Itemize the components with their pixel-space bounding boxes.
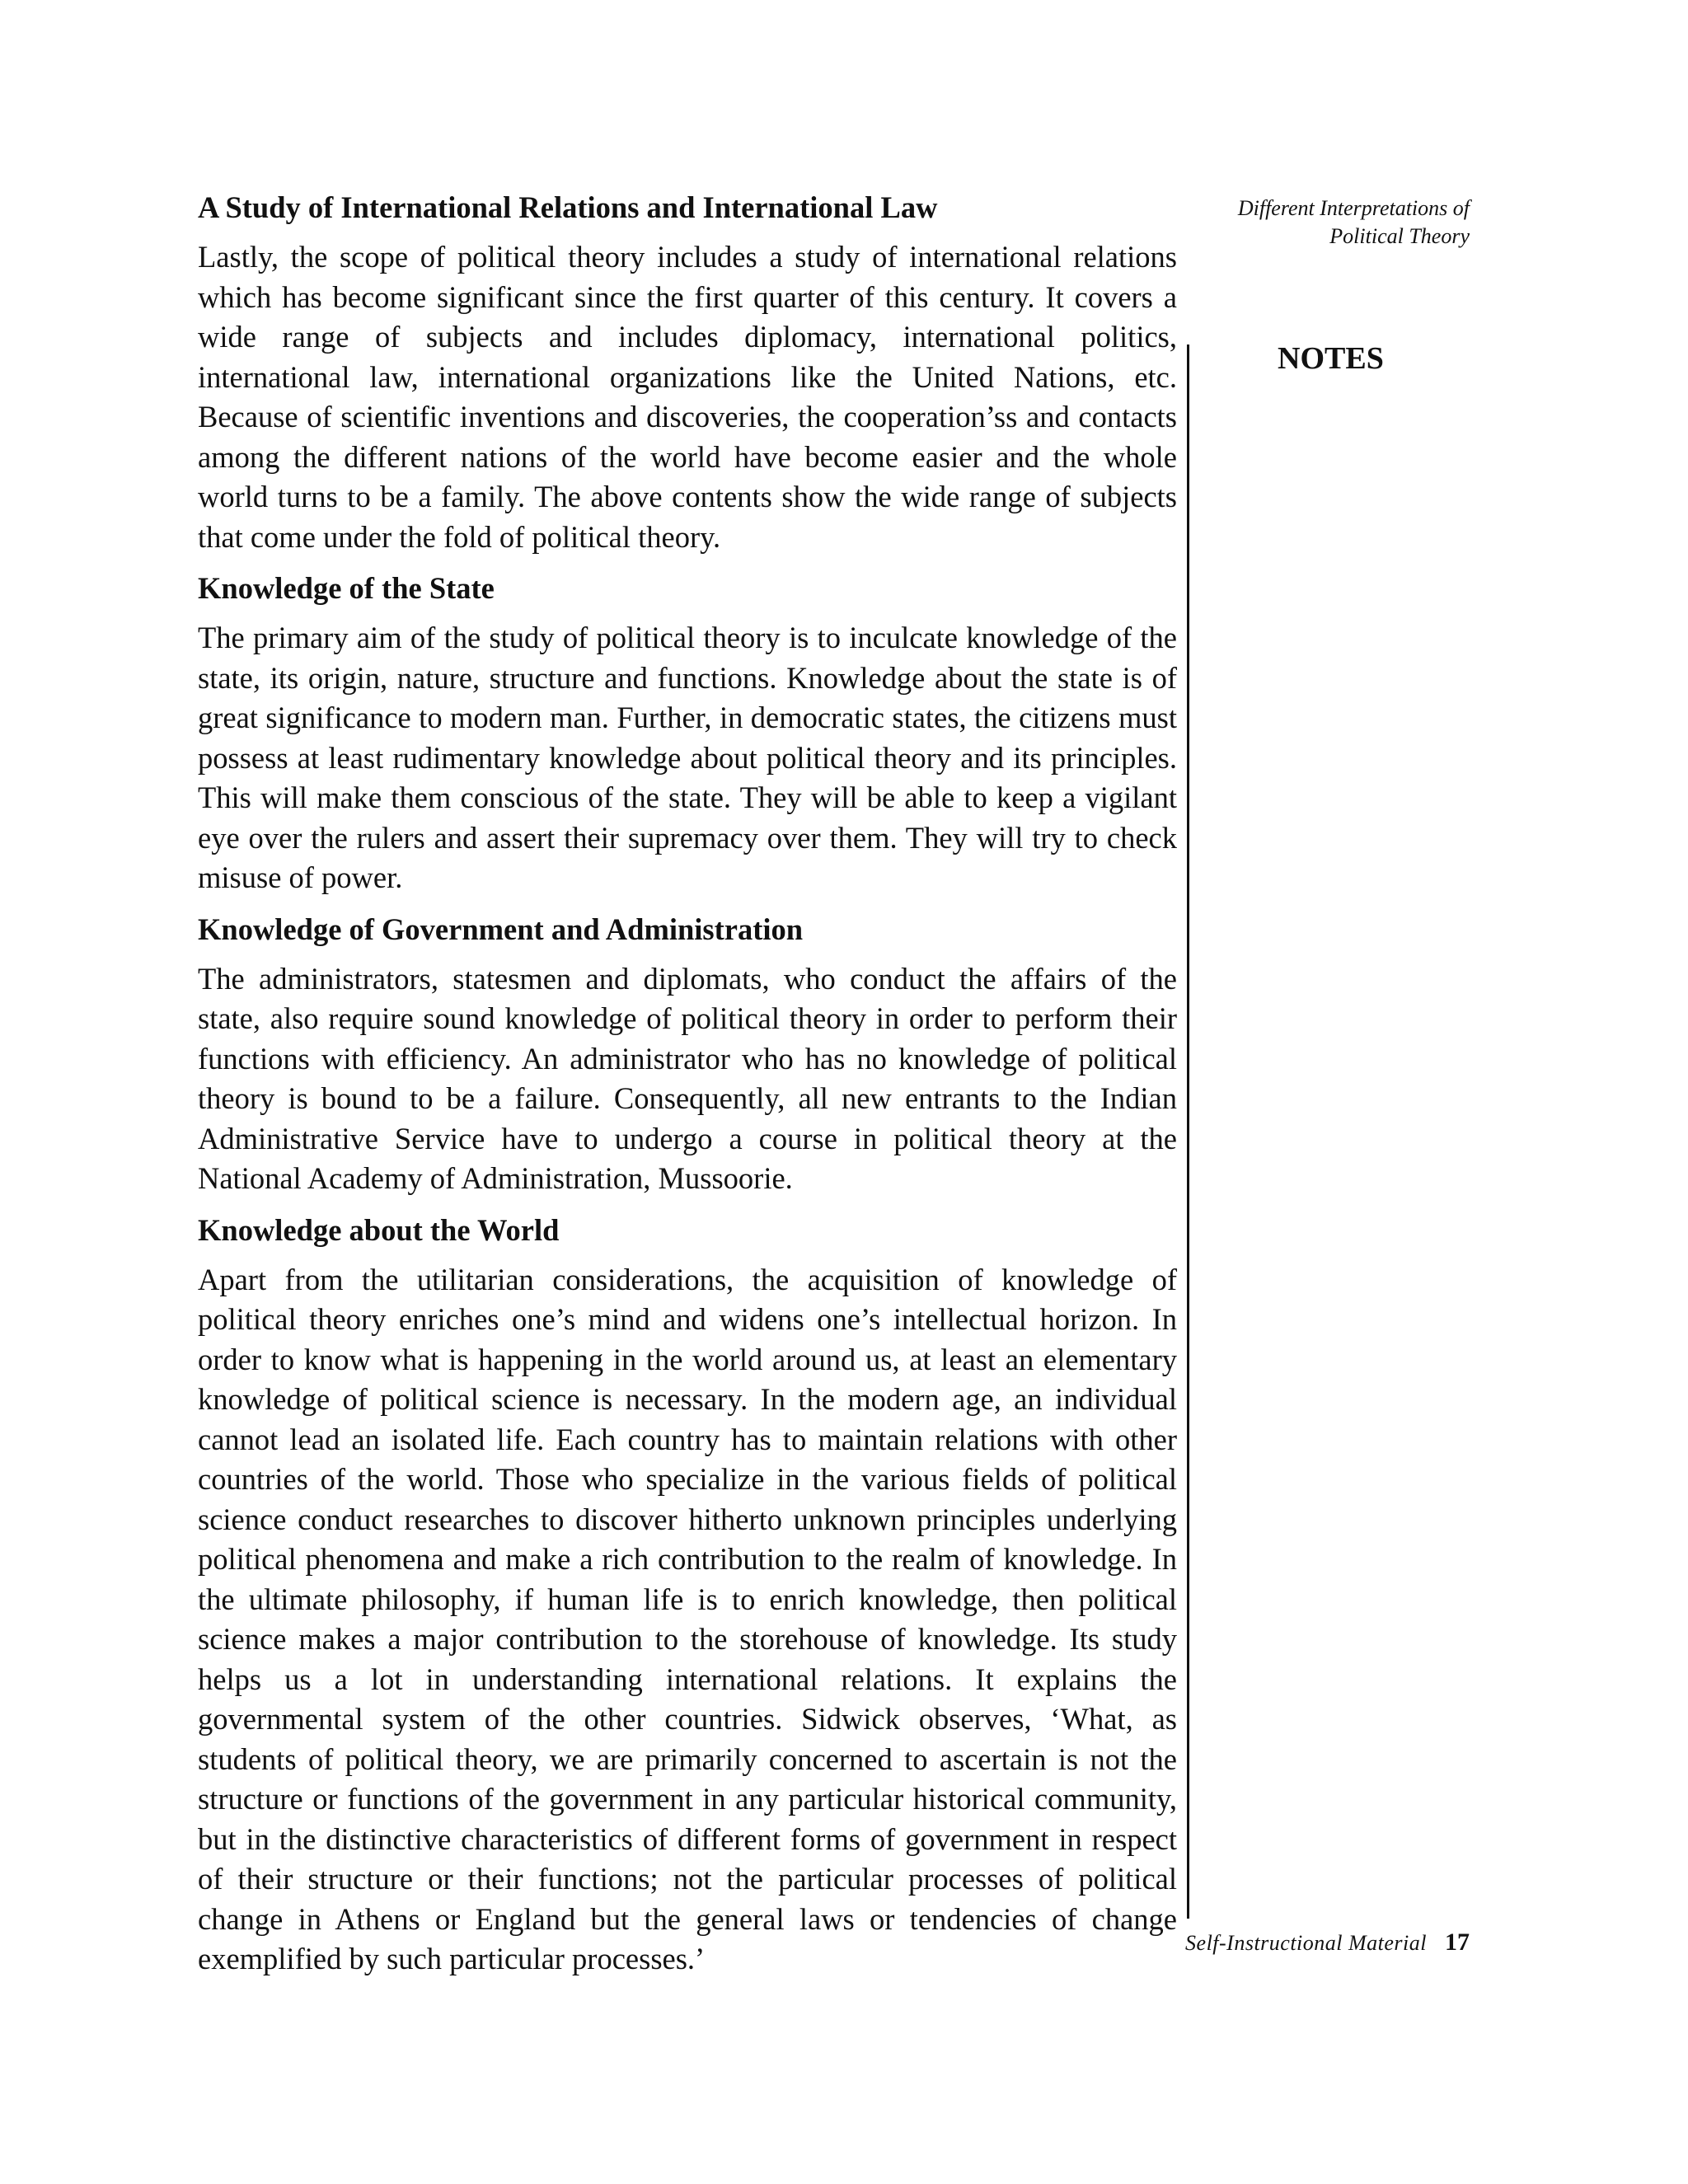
running-head-line-2: Political Theory (1329, 224, 1470, 248)
running-head-line-1: Different Interpretations of (1237, 196, 1470, 220)
section-paragraph-knowledge-about-world: Apart from the utilitarian considerations, the acquisition of knowledge of political theory enriches one’s mind and widens one’s intellectual horizon. In order to know what is happening in the world around us, at least an elementary knowledge of political science is necessary. In the modern age, an individual cannot lead an isolated life. Each country has to maintain relations with other countries of the world. Those who specialize in the various fields of political science conduct researches to discover hitherto unknown principles underlying political phenomena and make a rich contribution to the realm of knowledge. In the ultimate philosophy, if human life is to enrich knowledge, then political science makes a major contribution to the storehouse of knowledge. Its study helps us a lot in understanding international relations. It explains the governmental system of the other countries. Sidwick observes, ‘What, as students of political theory, we are primarily concerned to ascertain is not the structure or functions of the government in any particular historical community, but in the distinctive characteristics of different forms of government in respect of their structure or their functions; not the particular processes of political change in Athens or England but the general laws or tendencies of change exemplified by such particular processes.’ (198, 1262, 1177, 1975)
section-heading-knowledge-about-world: Knowledge about the World (198, 1212, 560, 1247)
notes-label: NOTES (1278, 341, 1384, 376)
page-number: 17 (1445, 1929, 1470, 1956)
running-head (1140, 194, 1470, 251)
footer-label: Self-Instructional Material (1185, 1931, 1427, 1955)
section-paragraph-knowledge-of-state: The primary aim of the study of political theory is to inculcate knowledge of the state, its origin, nature, structure and functions. Knowledge about the state is of great significance to modern man. Further, in democratic states, the citizens must possess at least rudimentary knowledge about political theory and its principles. This will make them conscious of the state. They will be able to keep a vigilant eye over the rulers and assert their supremacy over them. They will try to check misuse of power. (198, 621, 1177, 894)
section-heading-knowledge-of-state: Knowledge of the State (198, 571, 495, 605)
section-paragraph-international-relations: Lastly, the scope of political theory includes a study of international relations which has become significant since the first quarter of this century. It covers a wide range of subjects and includes diplomacy, international politics, international law, international organizations like the United Nations, etc. Because of scientific inventions and discoveries, the cooperation’ss and contacts among the different nations of the world have become easier and the whole world turns to be a family. The above contents show the wide range of subjects that come under the fold of political theory. (198, 240, 1177, 554)
section-heading-international-relations: A Study of International Relations and International Law (198, 190, 938, 224)
section-heading-government-administration: Knowledge of Government and Administration (198, 912, 804, 946)
page-footer (1185, 1929, 1470, 1957)
main-content (198, 190, 1177, 1993)
margin-rule (1187, 344, 1189, 1919)
section-paragraph-government-administration: The administrators, statesmen and diplomats, who conduct the affairs of the state, also require sound knowledge of political theory in order to perform their functions with efficiency. An administrator who has no knowledge of political theory is bound to be a failure. Consequently, all new entrants to the Indian Administrative Service have to undergo a course in political theory at the National Academy of Administration, Mussoorie. (198, 961, 1177, 1195)
